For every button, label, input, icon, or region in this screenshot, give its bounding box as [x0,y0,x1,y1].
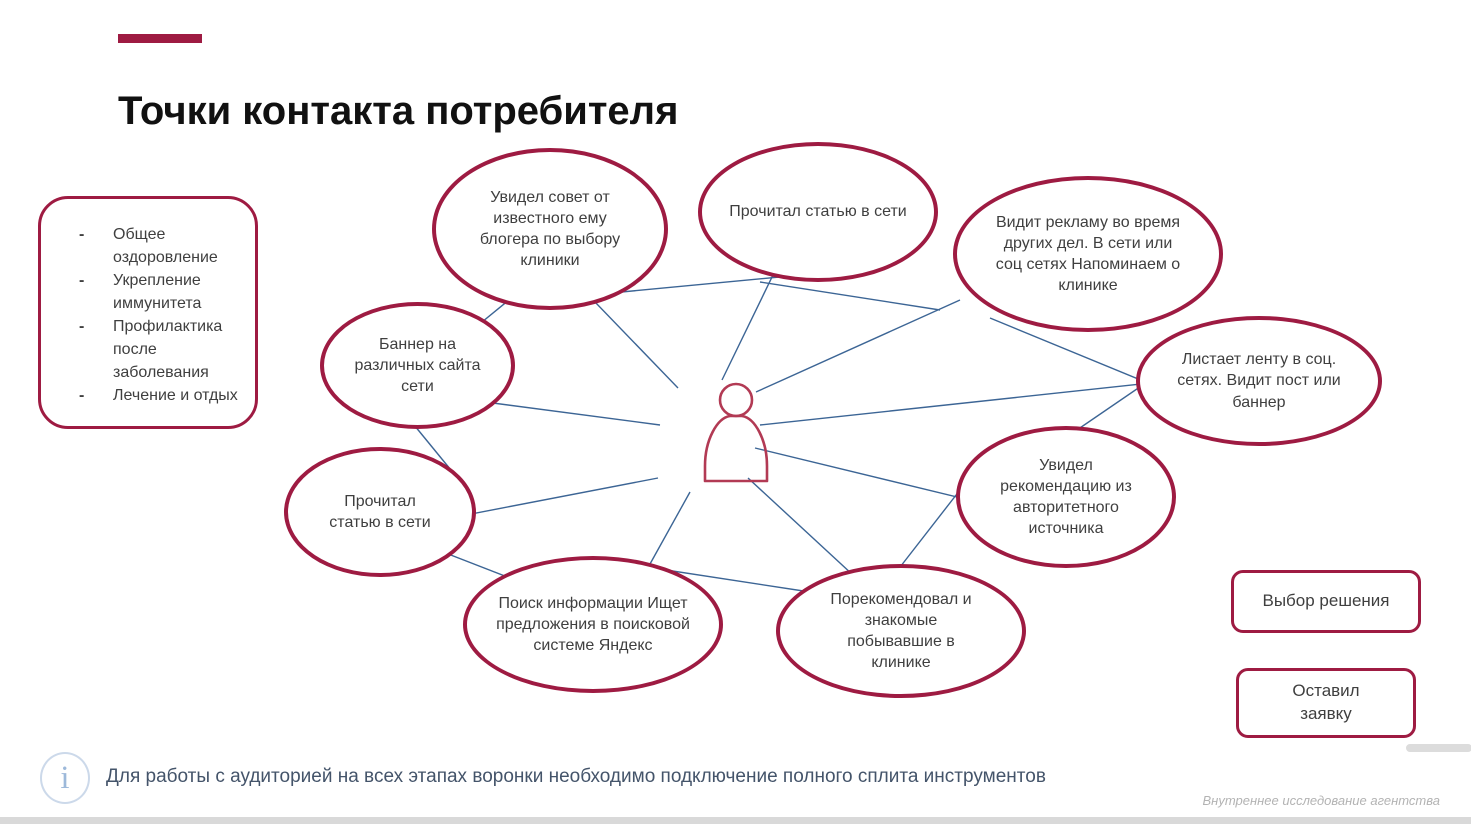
stage-box-decision [1231,570,1421,633]
touchpoint-label: Баннер на различных сайта сети [354,335,481,396]
footer-source-note: Внутреннее исследование агентства [1202,793,1440,808]
connector-line [760,382,1160,425]
touchpoint-bubble-read-article-left [284,447,476,577]
page-title: Точки контакта потребителя [118,88,679,133]
touchpoint-bubble-sees-ads [953,176,1223,332]
list-item: - Общее оздоровление [41,223,245,269]
touchpoint-label: Прочитал статью в сети [329,492,431,531]
info-icon: i [40,752,90,804]
connector-line [470,400,660,425]
list-item: - Лечение и отдых [41,384,245,407]
stage-label: Оставил заявку [1292,681,1360,723]
touchpoint-label: Поиск информации Ищет предложения в поисковой системе Яндекс [496,594,690,655]
touchpoint-label: Увидел рекомендацию из авторитетного источника [1000,456,1132,538]
connector-line [760,282,940,310]
touchpoint-bubble-friends-recommendation [776,564,1026,698]
list-item: - Укрепление иммунитета [41,269,245,315]
touchpoint-bubble-authority-recommendation [956,426,1176,568]
touchpoint-label: Увидел совет от известного ему блогера по выбору клиники [479,188,621,270]
touchpoint-label: Порекомендовал и знакомые побывавшие в клинике [830,590,972,672]
footnote-text: Для работы с аудиторией на всех этапах воронки необходимо подключение полного сплита инструментов [106,766,1046,787]
touchpoint-bubble-blogger-advice [432,148,668,310]
touchpoint-bubble-read-article-top [698,142,938,282]
person-icon [695,378,785,488]
touchpoint-label: Видит рекламу во время других дел. В сети или соц сетях Напоминаем о клинике [995,213,1181,295]
connector-line [756,300,960,392]
stage-box-request [1236,668,1416,738]
touchpoint-label: Листает ленту в соц. сетях. Видит пост или баннер [1177,351,1341,411]
touchpoint-bubble-search-yandex [463,556,723,693]
touchpoint-label: Прочитал статью в сети [729,203,907,221]
touchpoint-bubble-social-feed [1136,316,1382,446]
list-item: - Профилактика после заболевания [41,315,245,384]
stage-label: Выбор решения [1262,591,1390,611]
touchpoint-bubble-banner-sites [320,302,515,429]
